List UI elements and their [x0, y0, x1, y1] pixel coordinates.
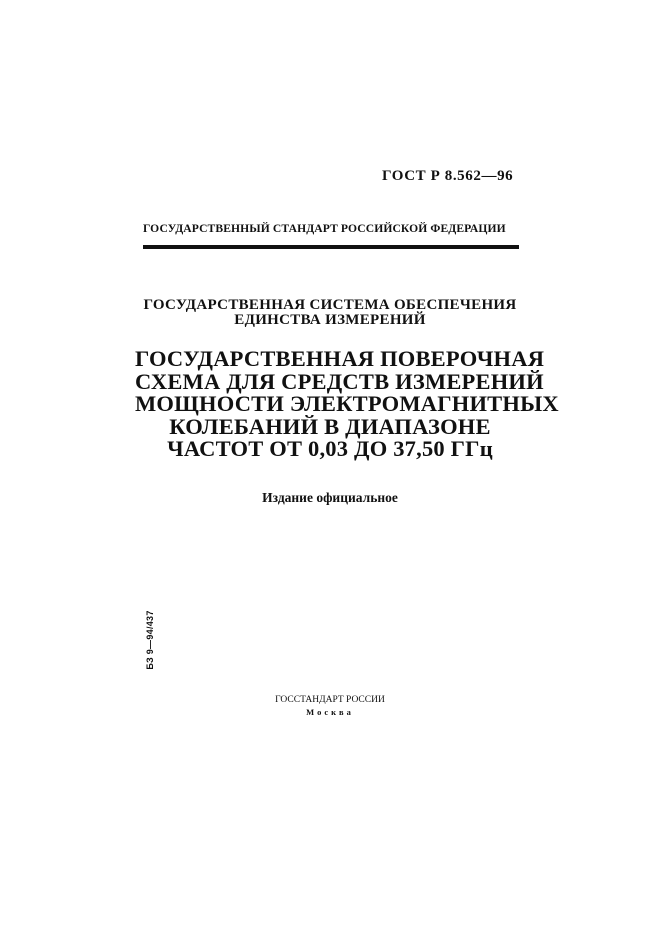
publisher-name: ГОССТАНДАРТ РОССИИ: [275, 695, 385, 705]
edition-label: Издание официальное: [262, 490, 398, 505]
main-title-line: КОЛЕБАНИЙ В ДИАПАЗОНЕ: [169, 413, 491, 439]
main-title-line: МОЩНОСТИ ЭЛЕКТРОМАГНИТНЫХ: [135, 391, 559, 416]
system-title-line: ЕДИНСТВА ИЗМЕРЕНИЙ: [234, 312, 426, 328]
system-title: [140, 298, 520, 328]
side-catalog-code: БЗ 9—94/437: [145, 610, 155, 670]
system-title-line: ГОСУДАРСТВЕННАЯ СИСТЕМА ОБЕСПЕЧЕНИЯ: [143, 297, 517, 313]
header-rule-divider: [143, 245, 519, 249]
publisher-city: Москва: [306, 707, 354, 717]
main-title-line: СХЕМА ДЛЯ СРЕДСТВ ИЗМЕРЕНИЙ: [135, 368, 544, 394]
organization-header: ГОСУДАРСТВЕННЫЙ СТАНДАРТ РОССИЙСКОЙ ФЕДЕРАЦИИ: [143, 222, 506, 235]
standard-number: ГОСТ Р 8.562—96: [382, 168, 514, 184]
main-title-line: ЧАСТОТ ОТ 0,03 ДО 37,50 ГГц: [167, 436, 493, 461]
main-title-line: ГОСУДАРСТВЕННАЯ ПОВЕРОЧНАЯ: [135, 346, 545, 371]
main-title: [135, 346, 559, 461]
publisher-block: [230, 694, 430, 718]
